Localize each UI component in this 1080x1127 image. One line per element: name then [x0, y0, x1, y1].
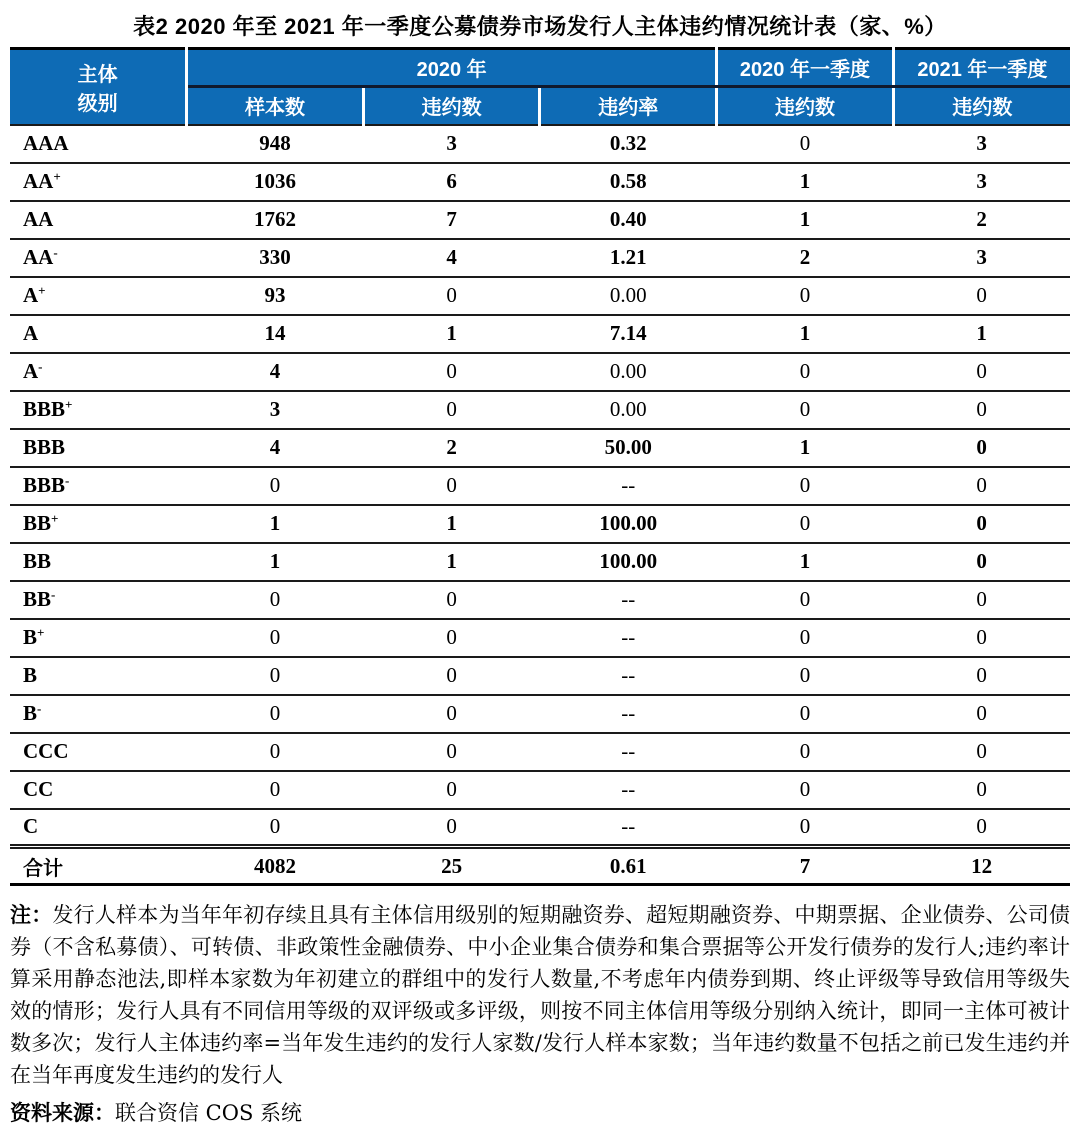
- value-cell: 0: [363, 771, 540, 809]
- value-cell: 0: [363, 657, 540, 695]
- value-cell: 0: [717, 695, 894, 733]
- value-cell: 0: [893, 543, 1070, 581]
- value-cell: 1: [363, 315, 540, 353]
- rating-cell: B-: [10, 695, 187, 733]
- value-cell: 14: [187, 315, 364, 353]
- value-cell: 0: [363, 353, 540, 391]
- value-cell: 0: [363, 733, 540, 771]
- value-cell: 93: [187, 277, 364, 315]
- table-row: [10, 391, 1070, 429]
- value-cell: 0: [893, 695, 1070, 733]
- value-cell: 0: [363, 619, 540, 657]
- header-sample-count: 样本数: [187, 87, 364, 125]
- value-cell: 0: [893, 353, 1070, 391]
- total-row: [10, 847, 1070, 885]
- header-group-2020: 2020 年: [187, 49, 717, 87]
- rating-cell: AA-: [10, 239, 187, 277]
- default-statistics-table: [10, 47, 1070, 886]
- value-cell: --: [540, 771, 717, 809]
- value-cell: 0: [187, 809, 364, 847]
- value-cell: 100.00: [540, 543, 717, 581]
- rating-cell: BB: [10, 543, 187, 581]
- value-cell: 0: [187, 581, 364, 619]
- value-cell: 50.00: [540, 429, 717, 467]
- value-cell: 0: [893, 581, 1070, 619]
- rating-cell: BBB: [10, 429, 187, 467]
- rating-cell: 合计: [10, 847, 187, 885]
- value-cell: 0.40: [540, 201, 717, 239]
- data-source-text: 联合资信 COS 系统: [115, 1101, 303, 1125]
- value-cell: 7: [717, 847, 894, 885]
- value-cell: 3: [893, 239, 1070, 277]
- value-cell: 0: [893, 391, 1070, 429]
- table-row: [10, 429, 1070, 467]
- data-source-label: 资料来源：: [10, 1100, 115, 1125]
- value-cell: 12: [893, 847, 1070, 885]
- value-cell: 0: [187, 771, 364, 809]
- table-row: [10, 353, 1070, 391]
- value-cell: 1: [187, 505, 364, 543]
- value-cell: 0: [187, 467, 364, 505]
- header-default-count: 违约数: [363, 87, 540, 125]
- value-cell: 1.21: [540, 239, 717, 277]
- rating-superscript: -: [51, 587, 56, 602]
- note-text: 发行人样本为当年年初存续且具有主体信用级别的短期融资券、超短期融资券、中期票据、企业债券、公司债券（不含私募债）、可转债、非政策性金融债券、中小企业集合债券和集合票据等公开发行债券的发行人;违约率计算采用静态池法,即样本家数为年初建立的群组中的发行人数量,不考虑年内债券到期、终止评级等导致信用等级失效的情形；发行人具有不同信用等级的双评级或多评级，则按不同主体信用等级分别纳入统计，即同一主体可被计数多次；发行人主体违约率=当年发生违约的发行人家数/发行人样本家数；当年违约数量不包括之前已发生违约并在当年再度发生违约的发行人: [10, 903, 1071, 1087]
- rating-cell: CCC: [10, 733, 187, 771]
- table-row: [10, 733, 1070, 771]
- rating-cell: AA: [10, 201, 187, 239]
- value-cell: 7.14: [540, 315, 717, 353]
- rating-cell: AAA: [10, 125, 187, 163]
- value-cell: 1036: [187, 163, 364, 201]
- value-cell: 3: [187, 391, 364, 429]
- header-q1-2020: 2020 年一季度: [717, 49, 894, 87]
- value-cell: --: [540, 581, 717, 619]
- value-cell: 0: [717, 733, 894, 771]
- value-cell: 1: [363, 505, 540, 543]
- value-cell: 0: [893, 467, 1070, 505]
- rating-superscript: +: [53, 169, 61, 184]
- rating-cell: BBB+: [10, 391, 187, 429]
- table-row: [10, 277, 1070, 315]
- value-cell: 0: [717, 809, 894, 847]
- value-cell: 0: [717, 581, 894, 619]
- table-row: [10, 581, 1070, 619]
- rating-cell: A+: [10, 277, 187, 315]
- value-cell: 0: [717, 657, 894, 695]
- rating-superscript: +: [65, 397, 73, 412]
- rating-cell: B+: [10, 619, 187, 657]
- rating-superscript: -: [38, 359, 43, 374]
- rating-superscript: -: [53, 245, 58, 260]
- value-cell: 3: [893, 163, 1070, 201]
- value-cell: 0.61: [540, 847, 717, 885]
- value-cell: 0.00: [540, 277, 717, 315]
- table-row: [10, 543, 1070, 581]
- value-cell: --: [540, 695, 717, 733]
- table-header: [10, 49, 1070, 125]
- value-cell: 2: [893, 201, 1070, 239]
- value-cell: 0: [363, 277, 540, 315]
- table-row: [10, 771, 1070, 809]
- value-cell: 4082: [187, 847, 364, 885]
- table-row: [10, 619, 1070, 657]
- value-cell: 0: [893, 619, 1070, 657]
- value-cell: 0: [717, 771, 894, 809]
- value-cell: 0: [363, 467, 540, 505]
- table-body: [10, 125, 1070, 885]
- value-cell: 1: [363, 543, 540, 581]
- table-row: [10, 163, 1070, 201]
- value-cell: 0: [893, 277, 1070, 315]
- table-row: [10, 467, 1070, 505]
- value-cell: 0: [363, 391, 540, 429]
- value-cell: 0: [717, 505, 894, 543]
- value-cell: 2: [363, 429, 540, 467]
- table-row: [10, 125, 1070, 163]
- data-source: [10, 1097, 1070, 1127]
- table-notes: [10, 899, 1070, 1091]
- value-cell: 0: [717, 277, 894, 315]
- value-cell: --: [540, 657, 717, 695]
- table-row: [10, 201, 1070, 239]
- value-cell: 0.00: [540, 391, 717, 429]
- value-cell: 3: [893, 125, 1070, 163]
- header-entity-level-line1: 主体: [77, 63, 118, 86]
- value-cell: 7: [363, 201, 540, 239]
- table-row: [10, 505, 1070, 543]
- value-cell: 0.32: [540, 125, 717, 163]
- header-q1-2020-default-count: 违约数: [717, 87, 894, 125]
- value-cell: 0: [717, 391, 894, 429]
- value-cell: --: [540, 467, 717, 505]
- value-cell: 0: [187, 733, 364, 771]
- table-row: [10, 239, 1070, 277]
- rating-cell: BB-: [10, 581, 187, 619]
- value-cell: 0: [717, 619, 894, 657]
- value-cell: 0: [893, 505, 1070, 543]
- header-entity-level-line2: 级别: [77, 92, 118, 115]
- value-cell: 3: [363, 125, 540, 163]
- table-row: [10, 315, 1070, 353]
- rating-cell: C: [10, 809, 187, 847]
- value-cell: 4: [187, 429, 364, 467]
- rating-superscript: +: [38, 283, 46, 298]
- value-cell: 0.00: [540, 353, 717, 391]
- value-cell: 1: [717, 543, 894, 581]
- value-cell: 0: [717, 467, 894, 505]
- note-label: 注：: [10, 902, 53, 927]
- rating-superscript: -: [37, 701, 42, 716]
- rating-superscript: +: [51, 511, 59, 526]
- value-cell: 0: [893, 809, 1070, 847]
- rating-cell: BBB-: [10, 467, 187, 505]
- value-cell: 330: [187, 239, 364, 277]
- value-cell: 1: [717, 163, 894, 201]
- value-cell: --: [540, 733, 717, 771]
- value-cell: 0: [363, 695, 540, 733]
- value-cell: 1: [717, 315, 894, 353]
- value-cell: 0.58: [540, 163, 717, 201]
- value-cell: 0: [893, 733, 1070, 771]
- header-q1-2021-default-count: 违约数: [893, 87, 1070, 125]
- value-cell: 2: [717, 239, 894, 277]
- table-row: [10, 657, 1070, 695]
- value-cell: 4: [187, 353, 364, 391]
- value-cell: 0: [187, 657, 364, 695]
- rating-cell: BB+: [10, 505, 187, 543]
- value-cell: 0: [893, 771, 1070, 809]
- table-row: [10, 695, 1070, 733]
- rating-cell: AA+: [10, 163, 187, 201]
- value-cell: 0: [717, 125, 894, 163]
- value-cell: 0: [187, 619, 364, 657]
- value-cell: 948: [187, 125, 364, 163]
- value-cell: 4: [363, 239, 540, 277]
- value-cell: 1: [717, 429, 894, 467]
- value-cell: 0: [893, 657, 1070, 695]
- value-cell: 0: [717, 353, 894, 391]
- rating-cell: A: [10, 315, 187, 353]
- value-cell: 6: [363, 163, 540, 201]
- rating-superscript: -: [65, 473, 70, 488]
- table-title: 表2 2020 年至 2021 年一季度公募债券市场发行人主体违约情况统计表（家、%）: [133, 14, 947, 39]
- header-entity-level: [10, 49, 187, 125]
- value-cell: 25: [363, 847, 540, 885]
- value-cell: --: [540, 619, 717, 657]
- value-cell: 0: [363, 581, 540, 619]
- value-cell: 1762: [187, 201, 364, 239]
- rating-superscript: +: [37, 625, 45, 640]
- value-cell: 1: [893, 315, 1070, 353]
- value-cell: --: [540, 809, 717, 847]
- rating-cell: CC: [10, 771, 187, 809]
- rating-cell: A-: [10, 353, 187, 391]
- header-q1-2021: 2021 年一季度: [893, 49, 1070, 87]
- value-cell: 0: [363, 809, 540, 847]
- value-cell: 1: [187, 543, 364, 581]
- value-cell: 0: [187, 695, 364, 733]
- rating-cell: B: [10, 657, 187, 695]
- value-cell: 100.00: [540, 505, 717, 543]
- value-cell: 1: [717, 201, 894, 239]
- header-default-rate: 违约率: [540, 87, 717, 125]
- value-cell: 0: [893, 429, 1070, 467]
- table-row: [10, 809, 1070, 847]
